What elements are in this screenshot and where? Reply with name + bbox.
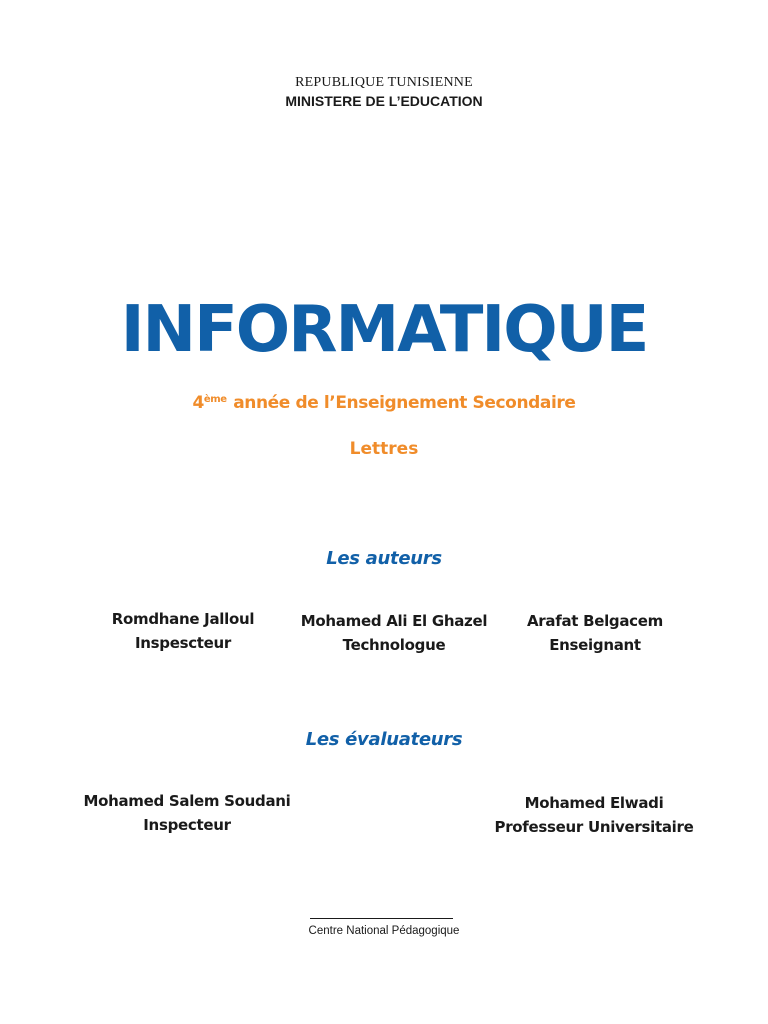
authors-heading: Les auteurs [326, 548, 442, 569]
author-role: Enseignant [549, 636, 641, 654]
grade-suffix: ème [203, 394, 227, 405]
evaluator-card [478, 791, 710, 839]
author-card [280, 609, 508, 657]
section-name: Lettres [349, 439, 419, 459]
republic-label: REPUBLIQUE TUNISIENNE [295, 75, 473, 90]
evaluator-card [62, 789, 312, 837]
evaluators-heading: Les évaluateurs [305, 729, 463, 750]
author-role: Technologue [342, 636, 446, 654]
ministry-label: MINISTERE DE L’EDUCATION [285, 93, 483, 109]
book-title: INFORMATIQUE [120, 293, 648, 367]
grade-number: 4 [192, 393, 204, 413]
grade-rest: année de l’Enseignement Secondaire [227, 393, 576, 413]
author-name: Romdhane Jalloul [111, 610, 255, 628]
footer-divider [310, 918, 453, 919]
author-name: Arafat Belgacem [527, 612, 663, 630]
grade-subtitle [0, 393, 768, 413]
evaluator-name: Mohamed Elwadi [524, 794, 664, 812]
evaluator-role: Inspecteur [143, 816, 231, 834]
author-role: Inspescteur [134, 634, 232, 652]
author-name: Mohamed Ali El Ghazel [300, 612, 488, 630]
evaluator-role: Professeur Universitaire [494, 818, 694, 836]
publisher-label: Centre National Pédagogique [308, 925, 460, 937]
author-card [83, 607, 283, 655]
evaluator-name: Mohamed Salem Soudani [83, 792, 291, 810]
author-card [495, 609, 695, 657]
